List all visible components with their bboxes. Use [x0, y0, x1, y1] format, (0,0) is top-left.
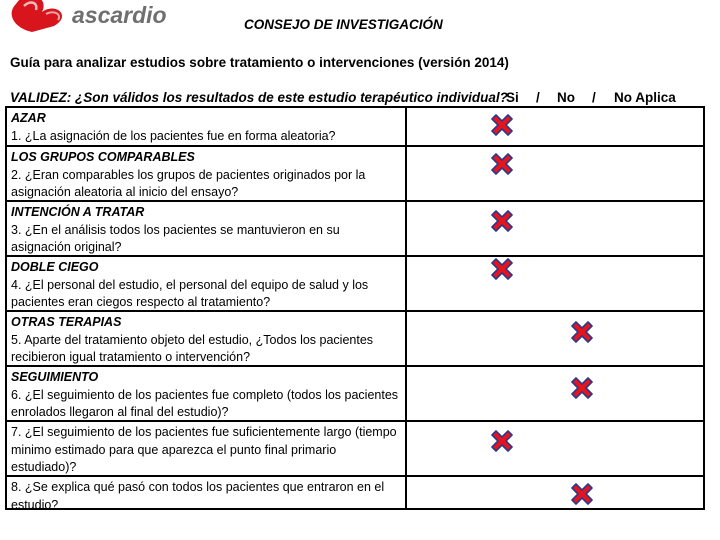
brand-name: ascardio: [72, 2, 167, 28]
row-category: OTRAS TERAPIAS: [11, 315, 122, 329]
answer-si-x-mark-icon: [488, 255, 516, 283]
validity-header: [10, 90, 676, 105]
row-question: 6. ¿El seguimiento de los pacientes fue completo (todos los pacientes enrolados llegaron al final del estudio)?: [11, 387, 399, 419]
council-title: CONSEJO DE INVESTIGACIÓN: [244, 17, 443, 32]
row-category: INTENCIÓN A TRATAR: [11, 205, 145, 219]
option-separator: /: [536, 90, 540, 105]
row-question: 1. ¿La asignación de los pacientes fue en forma aleatoria?: [11, 128, 336, 143]
row-category: LOS GRUPOS COMPARABLES: [11, 150, 195, 164]
row-category: AZAR: [11, 111, 46, 125]
answer-si-x-mark-icon: [488, 111, 516, 139]
row-question: 5. Aparte del tratamiento objeto del estudio, ¿Todos los pacientes recibieron igual tratamiento o intervención?: [11, 332, 374, 364]
row-question: 2. ¿Eran comparables los grupos de pacientes originados por la asignación aleatoria al inicio del ensayo?: [11, 167, 366, 199]
ascardio-logo: [0, 0, 190, 36]
option-no-aplica: No Aplica: [614, 90, 676, 105]
heart-logo-icon: [6, 0, 76, 34]
table-row: [7, 422, 405, 475]
table-row: [7, 312, 405, 365]
option-separator: /: [592, 90, 596, 105]
row-question: 8. ¿Se explica qué pasó con todos los pacientes que entraron en el estudio?: [11, 480, 385, 512]
row-category: SEGUIMIENTO: [11, 370, 99, 384]
row-category: DOBLE CIEGO: [11, 260, 99, 274]
guide-title: Guía para analizar estudios sobre tratamiento o intervenciones (versión 2014): [10, 55, 509, 70]
option-si: Si: [506, 90, 519, 105]
answer-si-x-mark-icon: [488, 207, 516, 235]
validity-question: VALIDEZ: ¿Son válidos los resultados de este estudio terapéutico individual?: [10, 90, 508, 105]
table-row: [7, 367, 405, 420]
answer-no-x-mark-icon: [568, 480, 596, 508]
answer-no-x-mark-icon: [568, 374, 596, 402]
answer-si-x-mark-icon: [488, 427, 516, 455]
row-question: 7. ¿El seguimiento de los pacientes fue suficientemente largo (tiempo minimo estimado para que aparezca el punto final primario estudiado)?: [11, 425, 397, 474]
option-no: No: [557, 90, 575, 105]
column-divider: [405, 108, 407, 508]
validity-table: [5, 106, 705, 510]
table-row: [7, 108, 405, 145]
table-row: [7, 477, 405, 510]
table-row: [7, 202, 405, 255]
table-row: [7, 147, 405, 200]
row-question: 3. ¿En el análisis todos los pacientes se mantuvieron en su asignación original?: [11, 222, 340, 254]
table-row: [7, 257, 405, 310]
answer-si-x-mark-icon: [488, 150, 516, 178]
answer-no-x-mark-icon: [568, 318, 596, 346]
row-question: 4. ¿El personal del estudio, el personal del equipo de salud y los pacientes eran ciegos respecto al tratamiento?: [11, 277, 369, 309]
